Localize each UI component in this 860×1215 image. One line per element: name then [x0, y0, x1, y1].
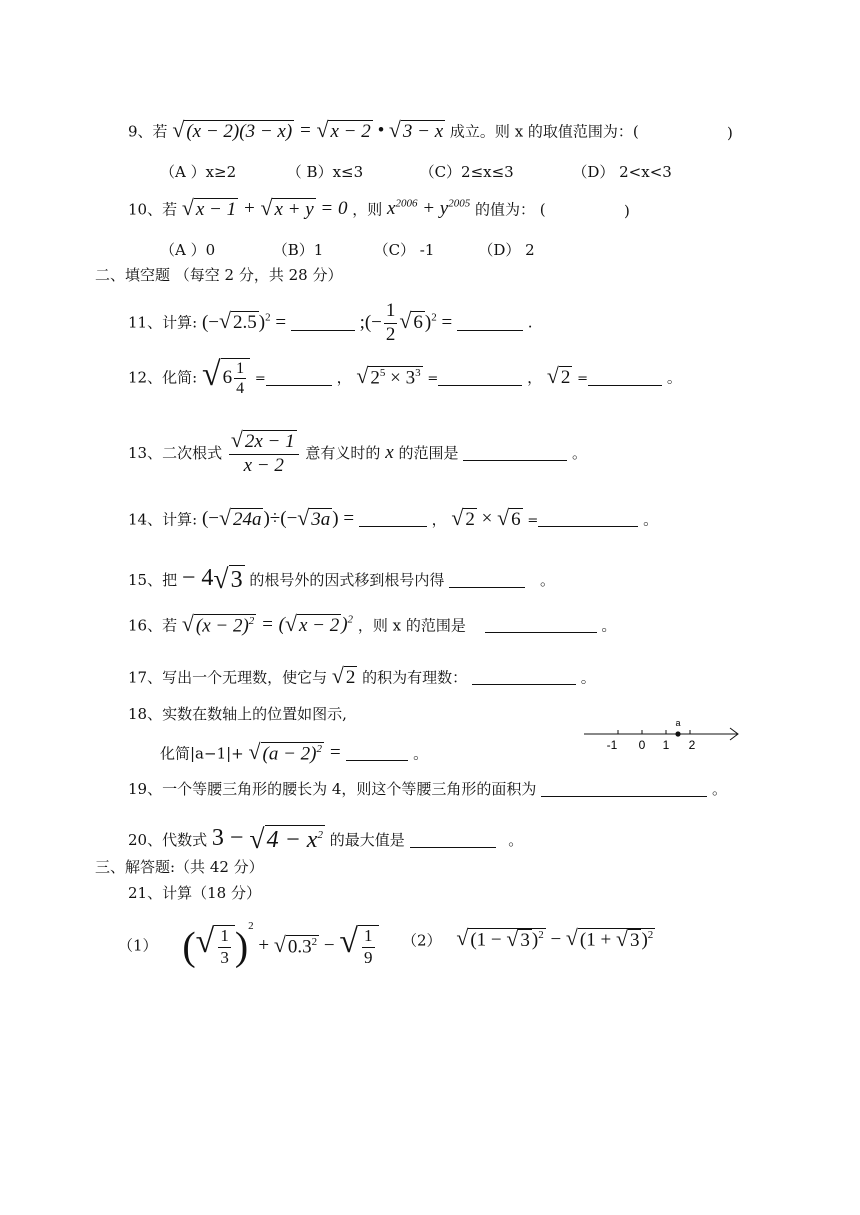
q10-formula: √ x − 1 + √ x + y = 0	[181, 196, 348, 221]
q14-blank-1[interactable]	[359, 510, 427, 527]
q13-end: 。	[572, 443, 588, 462]
q20-suffix: 的最大值是	[329, 831, 405, 849]
q11-formula-1: (− √ 2.5 )$^2$ =	[201, 309, 291, 334]
q13-blank[interactable]	[463, 444, 567, 461]
q15-suffix: 的根号外的因式移到根号内得	[249, 571, 445, 589]
q16-end: 。	[601, 616, 617, 635]
q18-end: 。	[413, 744, 429, 763]
q9-option-b: （ B）x≤3	[286, 163, 364, 181]
q10-paren-close: )	[624, 202, 630, 220]
q15-prefix: 15、把	[128, 571, 178, 589]
q19-text: 19、一个等腰三角形的腰长为 4，则这个等腰三角形的面积为	[128, 780, 537, 798]
question-11	[128, 300, 533, 347]
q16-prefix: 16、若	[128, 616, 178, 635]
point-a-label: a	[675, 718, 681, 728]
q14-formula-2: √ 2 × √ 6	[451, 506, 521, 530]
q10-option-c: （C） -1	[373, 241, 435, 259]
q16-suffix: ，则 x 的范围是	[357, 616, 466, 635]
q20-end: 。	[508, 831, 524, 849]
q12-sep2: ，	[527, 368, 543, 387]
q10-option-a: （A ）0	[160, 241, 216, 259]
q14-sep: ，	[431, 510, 447, 529]
question-16	[128, 614, 616, 638]
q9-formula: √ (x − 2)(3 − x) = √ x − 2 • √ 3 − x	[172, 118, 444, 142]
q20-blank[interactable]	[410, 831, 496, 848]
point-a	[675, 731, 680, 736]
q14-end: 。	[643, 510, 659, 529]
q12-formula-1: √ 6 $\frac{1}{4}$	[202, 367, 250, 388]
q9-option-c: （C）2≤x≤3	[419, 163, 514, 181]
section-2-heading: 二、填空题 （每空 2 分，共 28 分）	[95, 266, 343, 284]
q14-formula-1: (− √ 24a )÷(− √ 3a ) =	[201, 506, 359, 530]
q12-blank-3[interactable]	[588, 369, 662, 386]
q15-formula: − 4 √ 3	[181, 562, 243, 594]
q17-blank[interactable]	[472, 668, 576, 685]
q12-end: 。	[666, 368, 682, 387]
question-20	[128, 824, 523, 854]
q13-suffix-a: 意有义时的	[305, 443, 381, 462]
q11-formula-2: ;(− $\frac{1}{2}$ √ 6 )$^2$ =	[359, 300, 457, 345]
q15-end: 。	[539, 571, 555, 589]
q17-end: 。	[580, 668, 596, 687]
question-9	[128, 120, 639, 144]
q14-prefix: 14、计算:	[128, 510, 198, 529]
question-15	[128, 564, 555, 594]
q18-prefix: 化简|a−1|+	[160, 744, 244, 763]
q9-option-d: （D） 2<x<3	[572, 163, 672, 181]
q12-formula-3: √ 2	[546, 364, 571, 389]
q13-var: x	[385, 441, 394, 463]
q10-suffix: 的值为： (	[475, 200, 546, 219]
q9-option-a: （A ）x≥2	[160, 163, 237, 181]
q13-prefix: 13、二次根式	[128, 443, 223, 462]
question-17	[128, 666, 596, 690]
q15-blank[interactable]	[449, 571, 525, 588]
q10-prefix: 10、若	[128, 200, 178, 219]
q20-prefix: 20、代数式	[128, 831, 208, 849]
q12-blank-1[interactable]	[266, 369, 332, 386]
q20-formula: 3 − √ $4 - x^2$	[211, 822, 323, 854]
q10-option-b: （B）1	[272, 241, 324, 259]
q9-paren-close: )	[727, 124, 733, 142]
number-line	[580, 715, 745, 755]
tick-label-1: 1	[662, 738, 670, 752]
q10-options	[160, 241, 535, 259]
q12-sep1: ，	[336, 368, 352, 387]
q19-end: 。	[711, 780, 727, 798]
q10-mid: ，则	[352, 200, 383, 219]
q18-blank[interactable]	[346, 744, 408, 761]
q21-part-2	[402, 928, 655, 953]
tick-label-2: 2	[688, 738, 696, 752]
question-14: 14、计算: (− √ 24a )÷(− √ 3a ) = ， √ 2 × √ 6 = 。	[128, 506, 659, 530]
q21-part-1	[118, 920, 379, 971]
tick-label-minus1: -1	[606, 738, 618, 752]
q18-line-1: 18、实数在数轴上的位置如图示,	[128, 705, 347, 723]
q9-prefix: 9、若	[128, 122, 168, 141]
q13-suffix-b: 的范围是	[398, 443, 459, 462]
q11-blank-2[interactable]	[457, 314, 523, 331]
q12-formula-2: √ $2^5 \times 3^3$	[356, 364, 421, 389]
q12-blank-2[interactable]	[438, 369, 522, 386]
q13-fraction: √ 2x − 1 x − 2	[229, 430, 299, 478]
q11-end: .	[527, 313, 533, 332]
q11-blank-1[interactable]	[291, 314, 355, 331]
q16-blank[interactable]	[485, 616, 597, 633]
q17-prefix: 17、写出一个无理数，使它与	[128, 668, 328, 687]
question-18	[160, 742, 428, 766]
q21-part2-label: （2）	[402, 931, 442, 950]
q9-suffix: 成立。则 x 的取值范围为：(	[449, 122, 639, 141]
q12-prefix: 12、化简:	[128, 368, 198, 387]
q9-options	[160, 163, 672, 181]
question-10	[128, 198, 546, 222]
question-13	[128, 430, 587, 478]
q16-formula: √ $(x - 2)^2$ = ( √ x − 2 )$^2$	[181, 612, 354, 637]
q10-option-d: （D） 2	[478, 241, 535, 259]
q10-expression: $x^{2006} + y^{2005}$	[387, 198, 471, 220]
q21-part1-formula: ( √ $\frac{1}{3}$ )$^2$ + √ $0.3^2$ − √ $\frac{1}{9}$	[182, 935, 378, 956]
q11-prefix: 11、计算:	[128, 313, 198, 332]
q21-title: 21、计算（18 分）	[128, 884, 261, 902]
section-3-heading: 三、解答题:（共 42 分）	[95, 858, 264, 876]
tick-label-0: 0	[638, 738, 646, 752]
q21-part1-label: （1）	[118, 936, 158, 955]
q21-part2-formula: √ (1 − √ 3 )$^2$ − √ (1 + √ 3 )$^2$	[456, 926, 654, 952]
q17-formula: √ 2	[331, 664, 356, 688]
question-12: 12、化简: √ 6 $\frac{1}{4}$ = ， √ $2^5 \times 3^3$ = ， √ 2 = 。	[128, 356, 682, 398]
q19-blank[interactable]	[541, 780, 707, 797]
question-19	[128, 780, 727, 798]
q17-suffix: 的积为有理数：	[362, 668, 468, 687]
q14-blank-2[interactable]	[538, 510, 638, 527]
q18-formula: √ $(a - 2)^2$ =	[248, 740, 347, 765]
